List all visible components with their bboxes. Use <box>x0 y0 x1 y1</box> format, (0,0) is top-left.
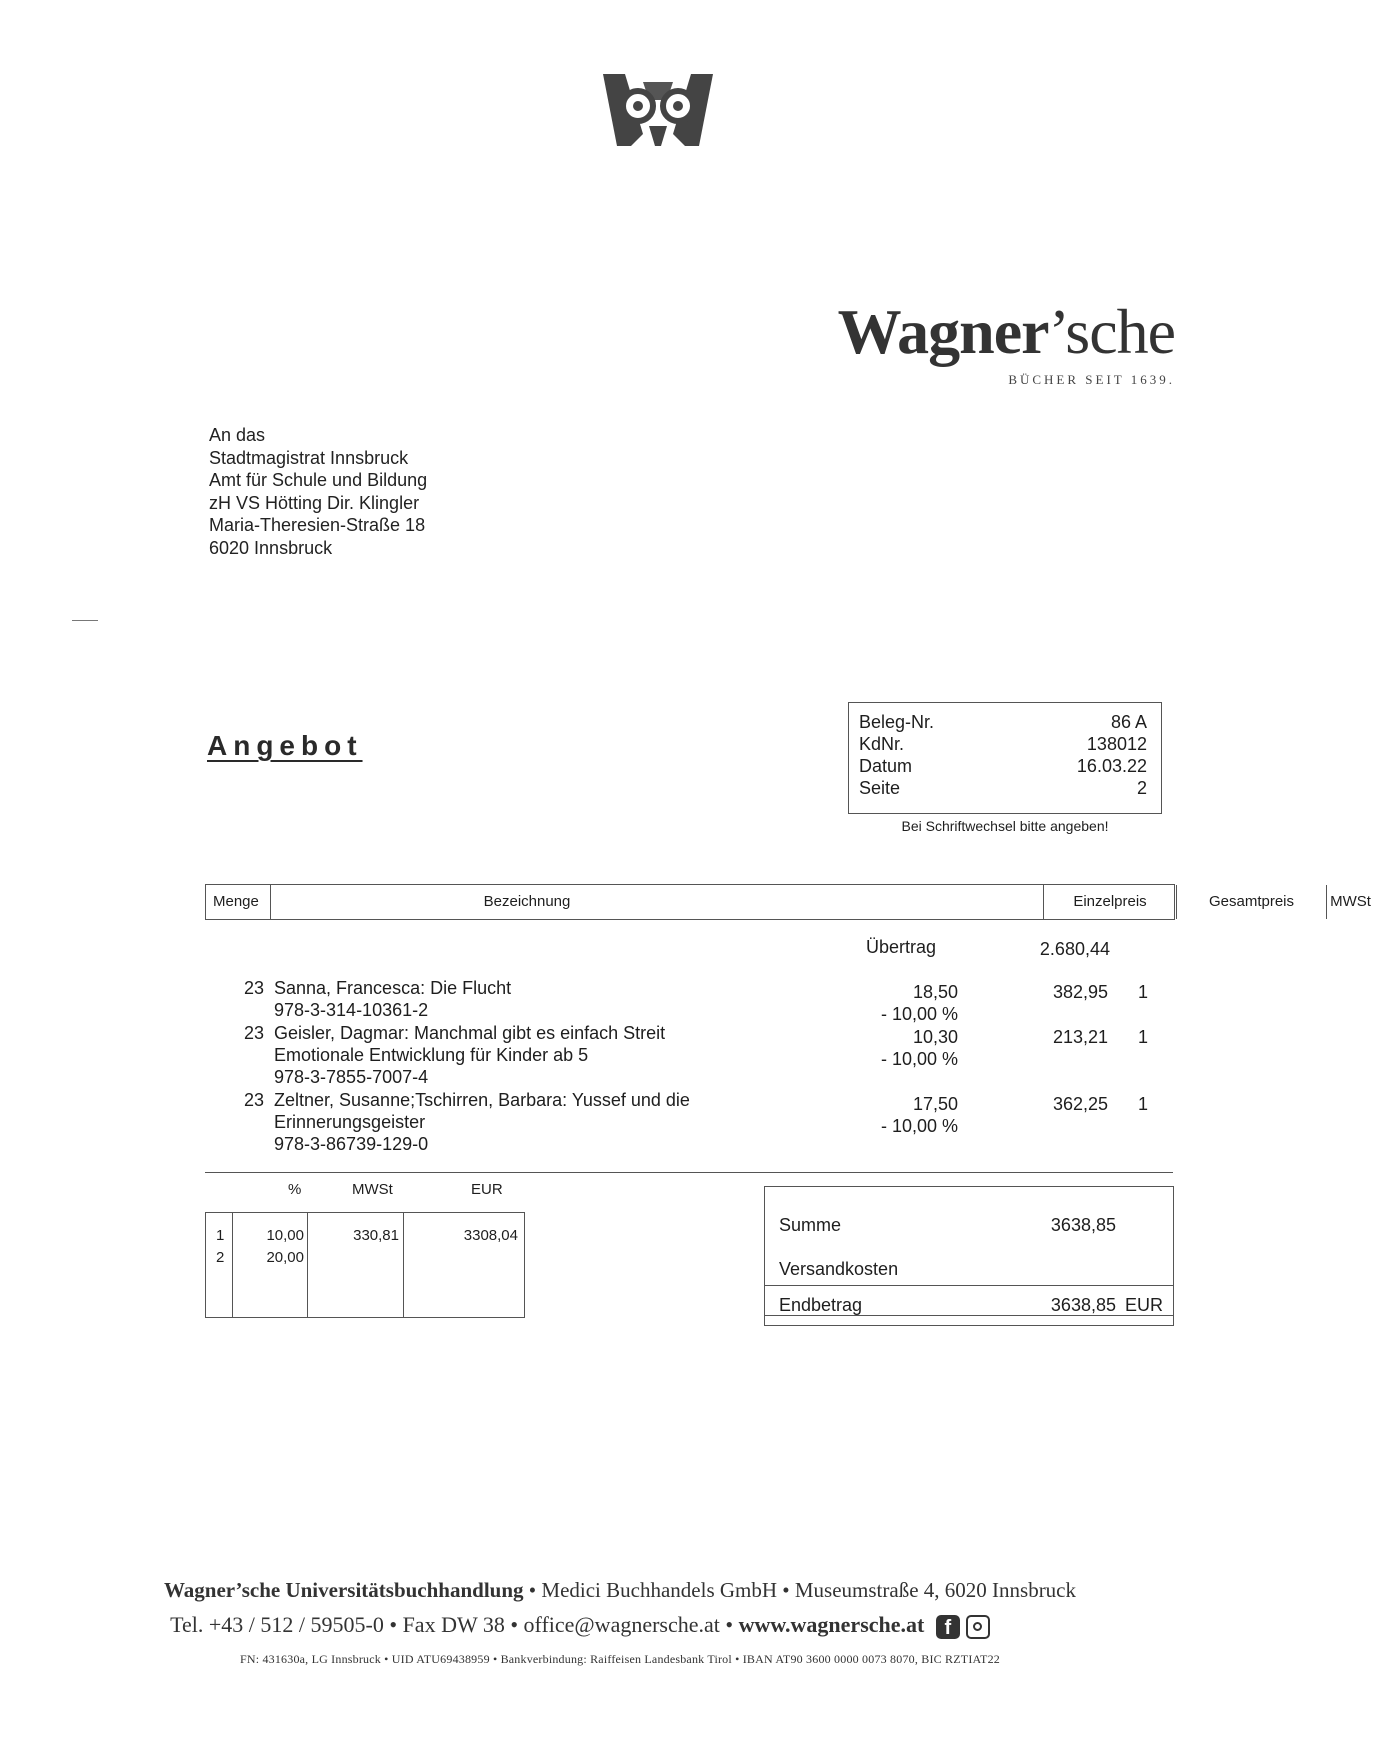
item-title: Zeltner, Susanne;Tschirren, Barbara: Yussef und die <box>274 1090 690 1110</box>
vat-table <box>205 1212 525 1318</box>
vat-amount: 330,81 <box>353 1227 399 1244</box>
vat-col-divider <box>232 1213 233 1317</box>
item-isbn: 978-3-7855-7007-4 <box>274 1067 429 1087</box>
kdnr-value: 138012 <box>1086 734 1147 754</box>
totals-divider <box>765 1315 1173 1316</box>
item-qty: 23 <box>243 1090 264 1110</box>
footer-company: Wagner’sche Universitätsbuchhandlung <box>163 1578 524 1602</box>
beleg-value: 86 A <box>1110 712 1147 732</box>
endbetrag-currency: EUR <box>1125 1295 1164 1315</box>
vat-pct: 10,00 <box>266 1227 304 1244</box>
vat-header-eur: EUR <box>471 1181 503 1198</box>
seite-label: Seite <box>859 778 901 798</box>
instagram-icon[interactable] <box>966 1615 990 1639</box>
footer-phone: Tel. +43 / 512 / 59505-0 • Fax DW 38 • office@wagnersche.at • <box>170 1612 739 1637</box>
kdnr-label: KdNr. <box>859 734 905 754</box>
item-subtitle: Emotionale Entwicklung für Kinder ab 5 <box>274 1045 589 1065</box>
items-table-header <box>205 884 1371 920</box>
item-title-cont: Erinnerungsgeister <box>274 1112 426 1132</box>
owl-w-logo-icon <box>603 74 713 146</box>
scan-mark <box>72 620 98 621</box>
footer-contact-line <box>0 1612 1200 1639</box>
header-einzelpreis: Einzelpreis <box>1044 885 1177 919</box>
endbetrag-label: Endbetrag <box>779 1295 863 1315</box>
vat-header-mwst: MWSt <box>352 1181 393 1198</box>
item-qty: 23 <box>243 978 264 998</box>
item-discount: - 10,00 % <box>880 1116 958 1136</box>
totals-divider <box>765 1285 1173 1286</box>
totals-box <box>764 1186 1174 1326</box>
vat-eur: 3308,04 <box>463 1227 518 1244</box>
brand-name: Wagner’sche <box>837 296 1175 367</box>
address-line: An das <box>209 425 266 445</box>
item-discount: - 10,00 % <box>880 1049 958 1069</box>
recipient-address <box>209 424 427 559</box>
item-isbn: 978-3-314-10361-2 <box>274 1000 429 1020</box>
address-line: Stadtmagistrat Innsbruck <box>209 447 409 468</box>
summe-label: Summe <box>779 1215 842 1235</box>
address-line: zH VS Hötting Dir. Klingler <box>209 492 420 513</box>
item-total: 213,21 <box>1052 1027 1108 1047</box>
carryover-label: Übertrag <box>866 937 937 957</box>
brand-tagline: BÜCHER SEIT 1639. <box>1008 372 1175 387</box>
footer-legal-line: FN: 431630a, LG Innsbruck • UID ATU69438959 • Bankverbindung: Raiffeisen Landesbank Tirol • IBAN AT90 3600 0000 0073 8070, BIC RZTIAT22 <box>239 1652 1000 1666</box>
document-title: Angebot <box>207 730 363 761</box>
item-discount: - 10,00 % <box>880 1004 958 1024</box>
seite-value: 2 <box>1136 778 1147 798</box>
item-vat: 1 <box>1138 1094 1149 1114</box>
document-info-box <box>848 702 1162 814</box>
summe-value: 3638,85 <box>1050 1215 1116 1235</box>
facebook-icon[interactable]: f <box>936 1615 960 1639</box>
datum-label: Datum <box>859 756 913 776</box>
item-qty: 23 <box>243 1023 264 1043</box>
address-line: Amt für Schule und Bildung <box>209 470 428 490</box>
endbetrag-value: 3638,85 <box>1050 1295 1116 1315</box>
versandkosten-label: Versandkosten <box>779 1259 899 1279</box>
items-divider <box>205 1172 1173 1173</box>
address-line: Maria-Theresien-Straße 18 <box>209 515 426 535</box>
item-vat: 1 <box>1138 982 1149 1002</box>
footer-address: Medici Buchhandels GmbH • Museumstraße 4, 6020 Innsbruck <box>541 1578 1077 1602</box>
item-title: Sanna, Francesca: Die Flucht <box>274 978 512 998</box>
beleg-label: Beleg-Nr. <box>859 712 935 732</box>
item-isbn: 978-3-86739-129-0 <box>274 1134 429 1154</box>
vat-header-pct: % <box>288 1181 302 1198</box>
vat-code: 1 <box>216 1227 225 1244</box>
vat-pct: 20,00 <box>266 1249 304 1266</box>
item-unit-price: 10,30 <box>912 1027 958 1047</box>
footer-company-line <box>0 1578 1240 1603</box>
correspondence-note: Bei Schriftwechsel bitte angeben! <box>901 818 1109 834</box>
datum-value: 16.03.22 <box>1076 756 1147 776</box>
vat-col-divider <box>403 1213 404 1317</box>
item-total: 382,95 <box>1052 982 1108 1002</box>
item-unit-price: 17,50 <box>912 1094 958 1114</box>
header-gesamtpreis: Gesamtpreis <box>1177 885 1327 919</box>
header-bezeichnung: Bezeichnung <box>271 885 1044 919</box>
item-title: Geisler, Dagmar: Manchmal gibt es einfach Streit <box>274 1023 666 1043</box>
item-total: 362,25 <box>1052 1094 1108 1114</box>
item-vat: 1 <box>1138 1027 1149 1047</box>
address-line: 6020 Innsbruck <box>209 537 333 558</box>
item-unit-price: 18,50 <box>912 982 958 1002</box>
carryover-value: 2.680,44 <box>1039 939 1110 959</box>
footer-separator: • <box>523 1578 542 1602</box>
header-mwst: MWSt <box>1330 893 1371 910</box>
footer-website-link[interactable]: www.wagnersche.at <box>738 1612 925 1637</box>
vat-code: 2 <box>216 1249 225 1266</box>
header-menge: Menge <box>206 885 271 919</box>
